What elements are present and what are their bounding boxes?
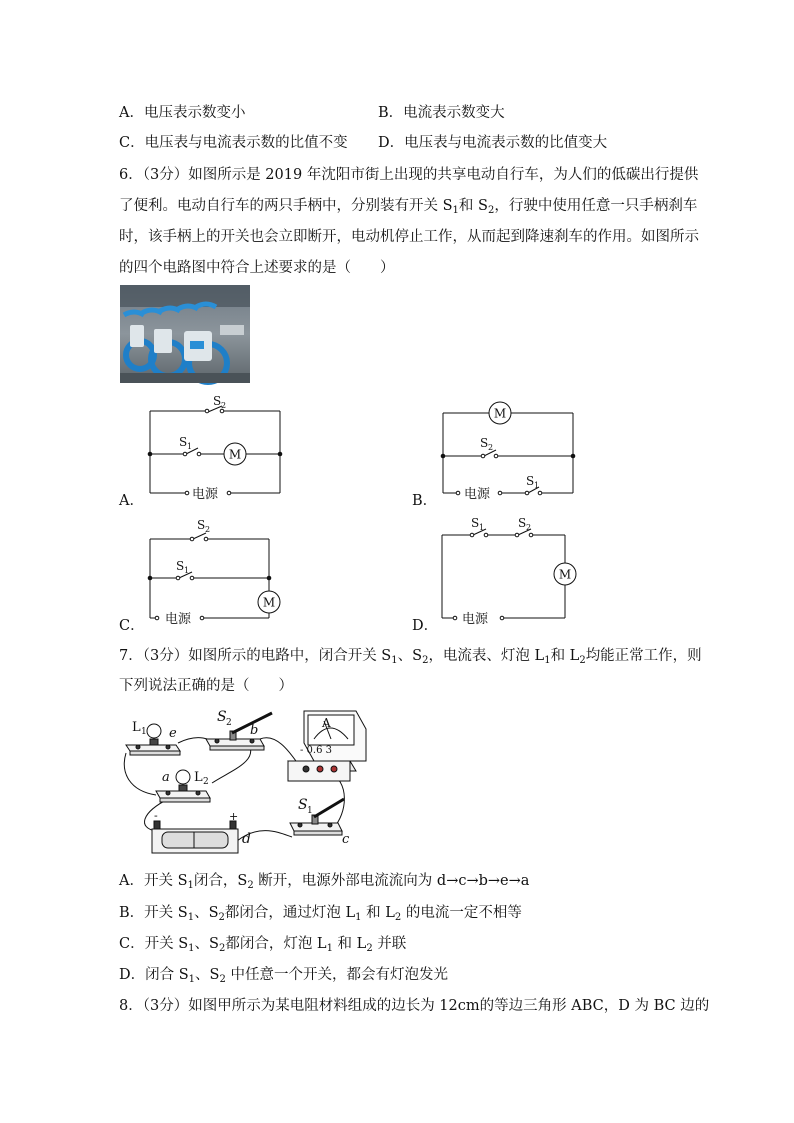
s1-label-sub: 1 (187, 442, 193, 451)
power-source-label: 电源 (464, 487, 491, 502)
q7-physical-circuit-figure (120, 703, 370, 858)
point-e-label: e (169, 726, 177, 741)
q6-option-a-label: A． (119, 493, 144, 509)
q7-option-a: A．开关 $S_1$闭合，$S_2$ 断开，电源外部电流流向为 d→c→b→e→a (119, 873, 530, 891)
motor-label: M (558, 567, 572, 582)
battery-minus-label: - (154, 809, 158, 822)
power-source-label: 电源 (165, 612, 192, 627)
motor-label: M (262, 595, 276, 610)
s1-label: S (298, 797, 308, 813)
s2-label-sub: 2 (221, 401, 227, 410)
q8-stem-line1: 8．（3分）如图甲所示为某电阻材料组成的边长为 12cm的等边三角形 ABC，D 为 BC 边的 (119, 998, 710, 1014)
q7-stem-line2: 下列说法正确的是（ ） (119, 678, 293, 694)
ammeter-symbol: A (322, 716, 331, 730)
q6-stem-line3: 时，该手柄上的开关也会立即断开，电动机停止工作，从而起到降速刹车的作用。如图所示 (119, 229, 699, 245)
q5-option-a: A．电压表示数变小 (119, 105, 246, 121)
s2-label: S (518, 516, 527, 530)
circuit-diagram-a (140, 390, 290, 500)
circuit-diagram-d (432, 515, 582, 625)
q7-option-d: D．闭合 $S_1$、$S_2$ 中任意一个开关，都会有灯泡发光 (119, 967, 448, 985)
s1-label-sub: 1 (479, 523, 485, 532)
s1-label-sub: 1 (184, 566, 190, 575)
q7-stem-line1: 7．（3分）如图所示的电路中，闭合开关 $S_1$、$S_2$，电流表、灯泡 $L_1$和 $L_2$均能正常工作，则 (119, 648, 702, 666)
q6-stem-line4: 的四个电路图中符合上述要求的是（ ） (119, 260, 395, 276)
l1-label: L (132, 720, 141, 735)
q7-option-b: B．开关 $S_1$、$S_2$都闭合，通过灯泡 $L_1$ 和 $L_2$ 的电流一定不相等 (119, 905, 522, 923)
q7-option-c: C．开关 $S_1$、$S_2$都闭合，灯泡 $L_1$ 和 $L_2$ 并联 (119, 936, 407, 954)
s2-label: S (197, 518, 206, 532)
q6-option-d-label: D． (412, 618, 439, 634)
l2-label: L (194, 770, 203, 785)
q6-option-c-label: C． (119, 618, 145, 634)
circuit-diagram-c (140, 515, 290, 625)
s1-label: S (179, 435, 188, 449)
power-source-label: 电源 (462, 612, 489, 627)
circuit-diagram-b (433, 400, 583, 500)
s2-label: S (213, 394, 222, 408)
motor-label: M (493, 406, 507, 421)
s2-label: S (217, 709, 227, 725)
q6-option-b-label: B． (412, 493, 438, 509)
q6-stem-line2: 了便利。电动自行车的两只手柄中，分别装有开关 $S_1$和 $S_2$，行驶中使用任意一只手柄刹车 (119, 198, 698, 216)
switch-s2 (206, 713, 272, 750)
q5-option-c: C．电压表与电流表示数的比值不变 (119, 135, 348, 151)
l2-label-sub: 2 (203, 777, 209, 787)
s1-label: S (526, 474, 535, 488)
s1-label-sub: 1 (307, 806, 313, 816)
s2-label-sub: 2 (226, 718, 232, 728)
l1-label-sub: 1 (141, 727, 147, 737)
s2-label-sub: 2 (488, 443, 494, 452)
power-source-label: 电源 (192, 487, 219, 502)
point-c-label: c (342, 832, 350, 847)
battery (152, 821, 238, 853)
s2-label-sub: 2 (205, 525, 211, 534)
s2-label-sub: 2 (526, 523, 532, 532)
s1-label-sub: 1 (534, 481, 540, 490)
s1-label: S (471, 516, 480, 530)
q5-option-d: D．电压表与电流表示数的比值变大 (378, 135, 608, 151)
motor-label: M (228, 447, 242, 462)
q5-option-b: B．电流表示数变大 (378, 105, 505, 121)
point-a-label: a (162, 770, 170, 785)
q6-stem-line1: 6．（3分）如图所示是 2019 年沈阳市街上出现的共享电动自行车，为人们的低碳出行提供 (119, 167, 699, 183)
point-b-label: b (250, 723, 259, 738)
point-d-label: d (242, 831, 251, 847)
bicycle-photo (120, 285, 250, 383)
battery-plus-label: + (229, 810, 239, 823)
s1-label: S (176, 559, 185, 573)
ammeter-terminal-labels: - 0.6 3 (300, 745, 333, 756)
s2-label: S (480, 436, 489, 450)
